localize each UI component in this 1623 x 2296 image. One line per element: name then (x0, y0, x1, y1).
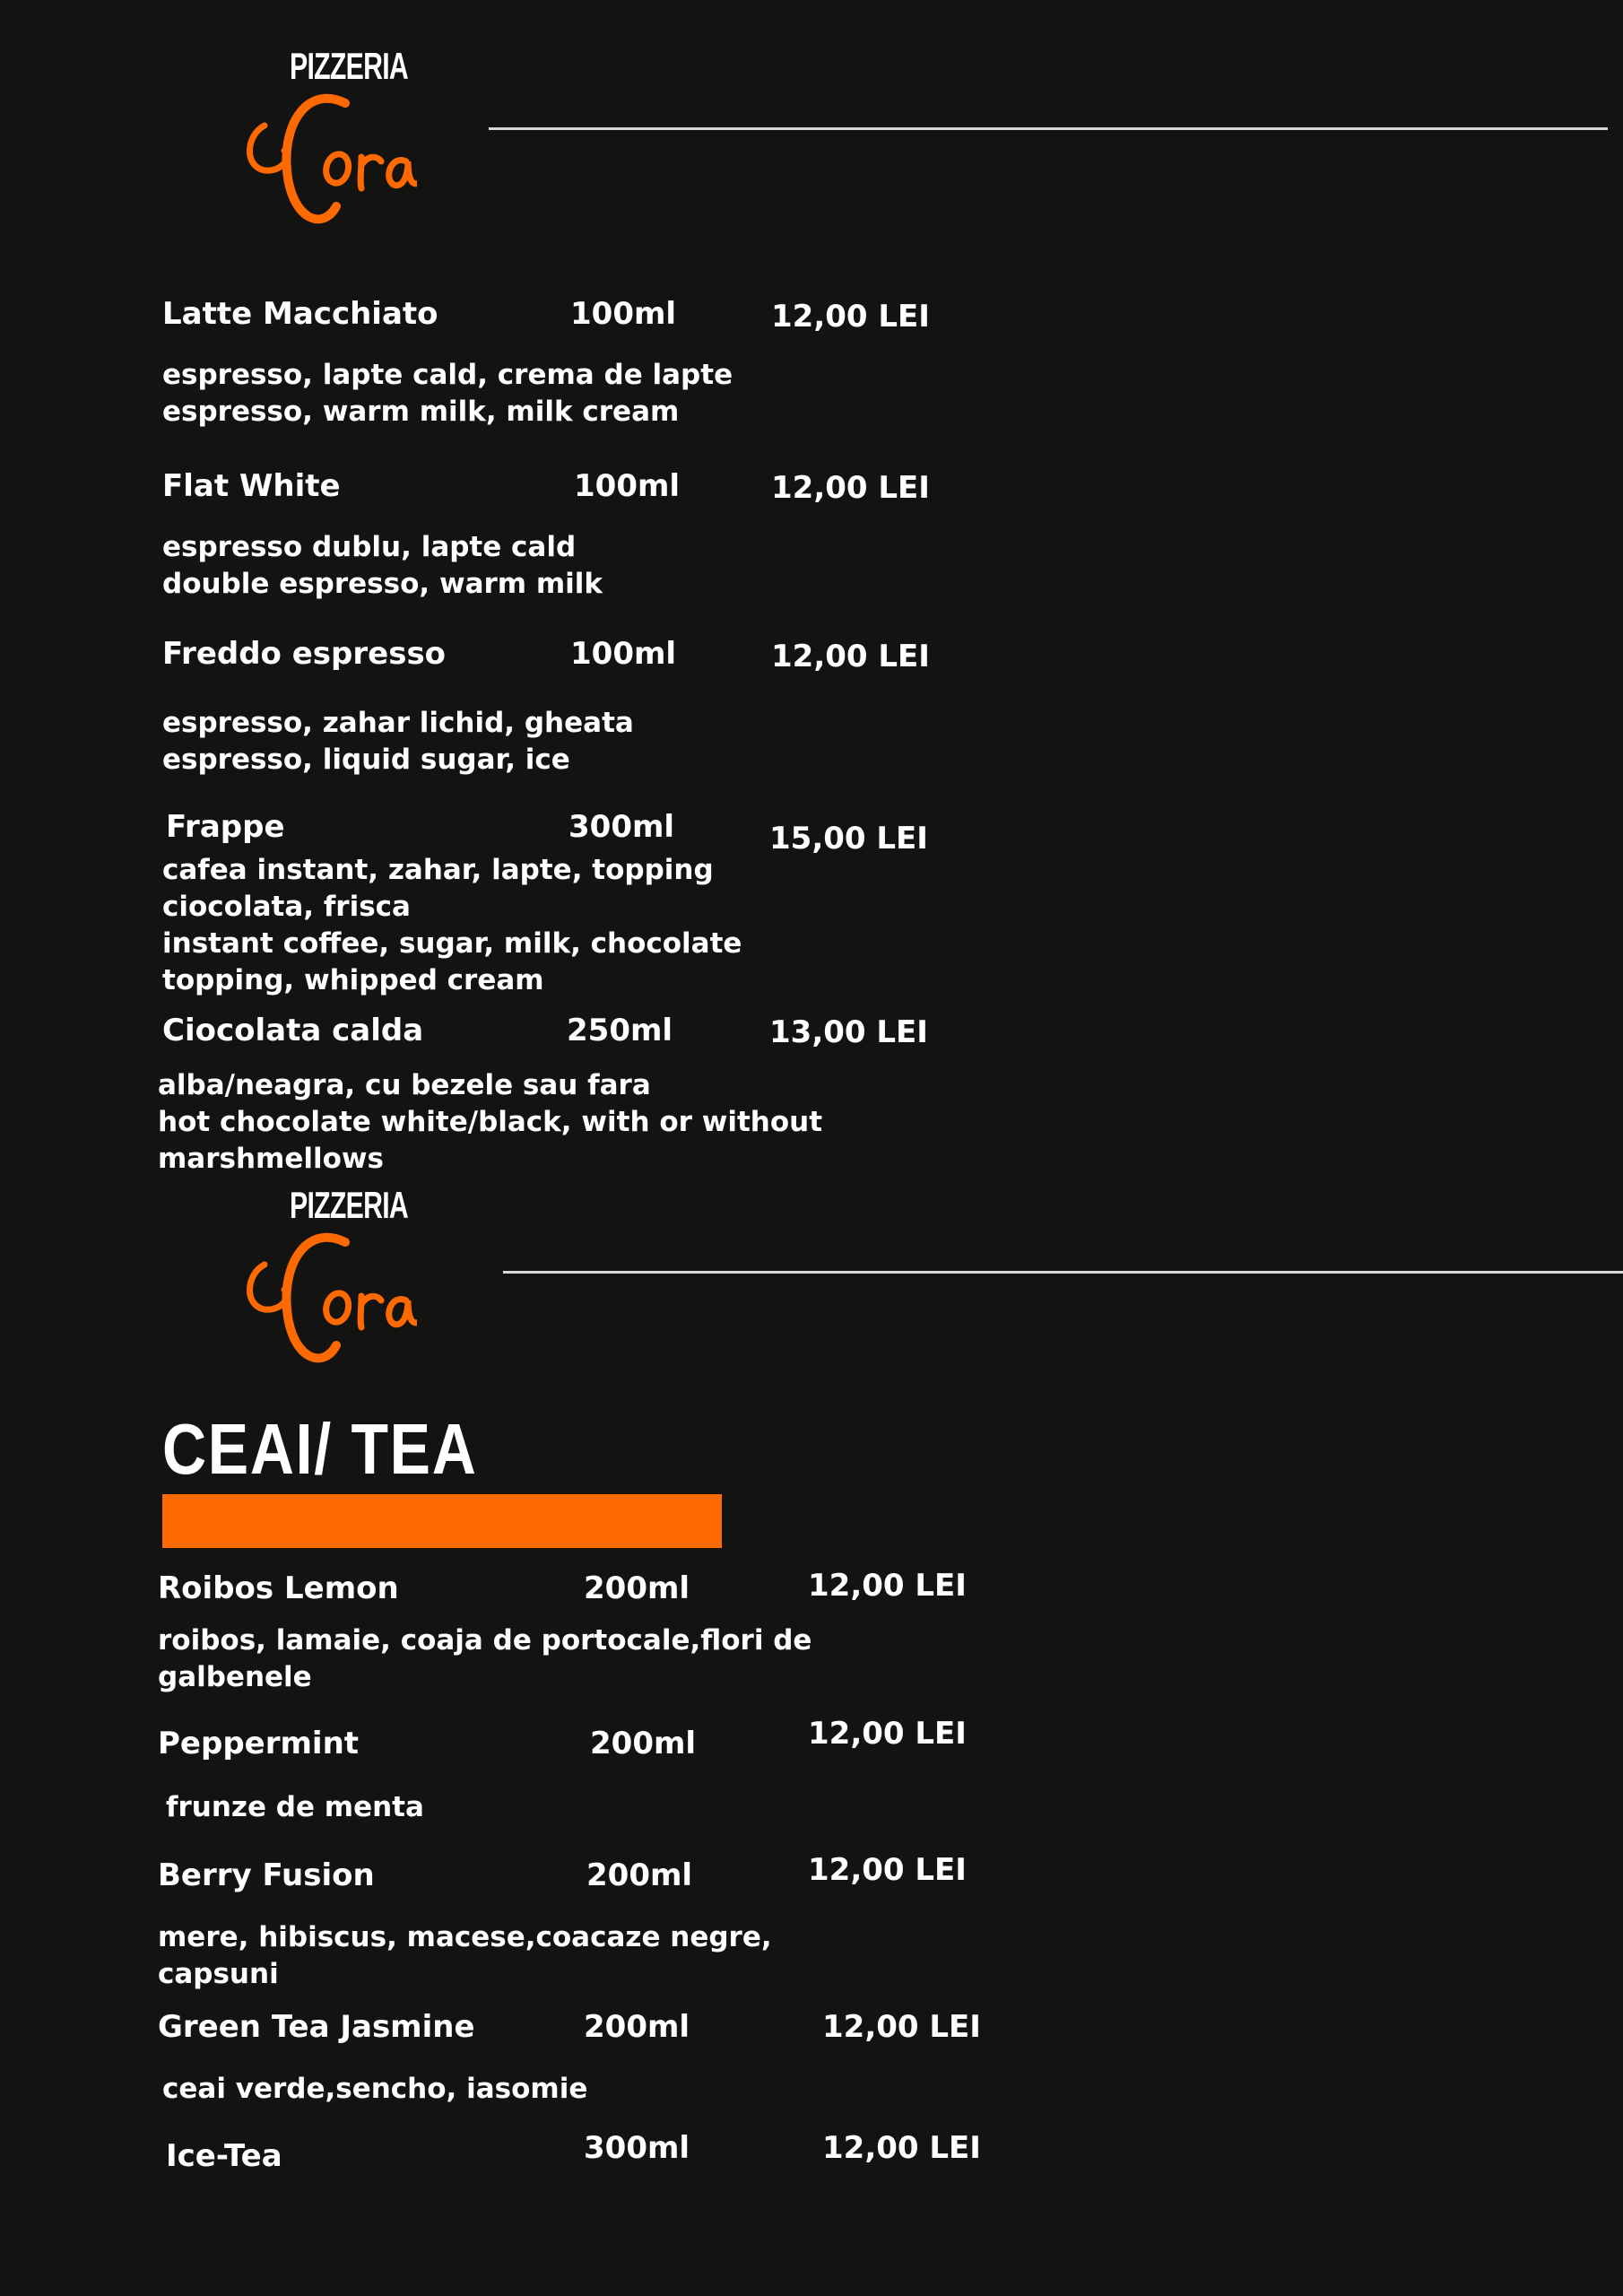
item-price: 12,00 LEI (822, 2130, 981, 2166)
item-name: Peppermint (158, 1726, 360, 1761)
description-line: ceai verde,sencho, iasomie (162, 2073, 588, 2105)
description-line: hot chocolate white/black, with or without (158, 1106, 823, 1138)
item-volume: 200ml (586, 1857, 693, 1893)
description-line: double espresso, warm milk (162, 568, 603, 600)
description-line: espresso, zahar lichid, gheata (162, 707, 634, 739)
item-name: Ice-Tea (166, 2138, 282, 2174)
item-volume: 100ml (574, 468, 681, 504)
description-line: mere, hibiscus, macese,coacaze negre, (158, 1921, 772, 1953)
description-line: marshmellows (158, 1143, 384, 1175)
description-line: galbenele (158, 1661, 312, 1693)
description-line: instant coffee, sugar, milk, chocolate (162, 927, 742, 960)
item-name: Freddo espresso (162, 636, 447, 672)
item-description (158, 1622, 812, 1696)
description-line: espresso, warm milk, milk cream (162, 396, 680, 428)
description-line: espresso dublu, lapte cald (162, 531, 577, 563)
item-price: 12,00 LEI (771, 639, 930, 674)
item-price: 13,00 LEI (769, 1014, 928, 1050)
item-price: 12,00 LEI (771, 299, 930, 335)
item-price: 12,00 LEI (808, 1716, 967, 1752)
logo-pizzeria-word: PIZZERIA (290, 1184, 409, 1226)
section-divider (503, 1271, 1623, 1274)
item-description (158, 1919, 772, 1993)
description-line: ciocolata, frisca (162, 891, 411, 923)
item-price: 15,00 LEI (769, 821, 928, 857)
description-line: espresso, lapte cald, crema de lapte (162, 359, 733, 391)
item-volume: 250ml (567, 1013, 673, 1048)
item-name: Ciocolata calda (162, 1013, 424, 1048)
item-price: 12,00 LEI (808, 1852, 967, 1888)
description-line: espresso, liquid sugar, ice (162, 744, 570, 776)
logo-cora-script (238, 1211, 417, 1381)
logo-pizzeria-word: PIZZERIA (290, 45, 409, 87)
tea-section-title: CEAI/ TEA (162, 1409, 478, 1489)
item-description (158, 1067, 822, 1178)
item-description (166, 1789, 424, 1826)
item-volume: 200ml (584, 1570, 690, 1606)
title-accent-bar (162, 1494, 722, 1548)
item-name: Green Tea Jasmine (158, 2009, 475, 2045)
item-description (162, 852, 742, 999)
item-description (162, 705, 634, 778)
item-price: 12,00 LEI (822, 2009, 981, 2045)
item-volume: 200ml (584, 2009, 690, 2045)
header-divider (489, 127, 1608, 130)
item-price: 12,00 LEI (808, 1568, 967, 1604)
item-description (162, 529, 603, 603)
item-name: Frappe (166, 809, 285, 845)
item-name: Berry Fusion (158, 1857, 375, 1893)
item-volume: 100ml (570, 296, 677, 332)
description-line: capsuni (158, 1958, 279, 1990)
item-name: Latte Macchiato (162, 296, 438, 332)
item-volume: 300ml (584, 2130, 690, 2166)
item-volume: 100ml (570, 636, 677, 672)
description-line: frunze de menta (166, 1791, 424, 1823)
item-description (162, 2071, 587, 2108)
logo-cora-script (238, 72, 417, 242)
description-line: topping, whipped cream (162, 964, 544, 996)
description-line: cafea instant, zahar, lapte, topping (162, 854, 714, 886)
item-price: 12,00 LEI (771, 470, 930, 506)
pizzeria-cora-logo (238, 45, 453, 233)
description-line: alba/neagra, cu bezele sau fara (158, 1069, 651, 1101)
item-name: Flat White (162, 468, 341, 504)
description-line: roibos, lamaie, coaja de portocale,flori de (158, 1624, 812, 1657)
item-volume: 300ml (568, 809, 675, 845)
pizzeria-cora-logo (238, 1184, 453, 1372)
item-name: Roibos Lemon (158, 1570, 399, 1606)
item-description (162, 357, 733, 430)
item-volume: 200ml (590, 1726, 697, 1761)
